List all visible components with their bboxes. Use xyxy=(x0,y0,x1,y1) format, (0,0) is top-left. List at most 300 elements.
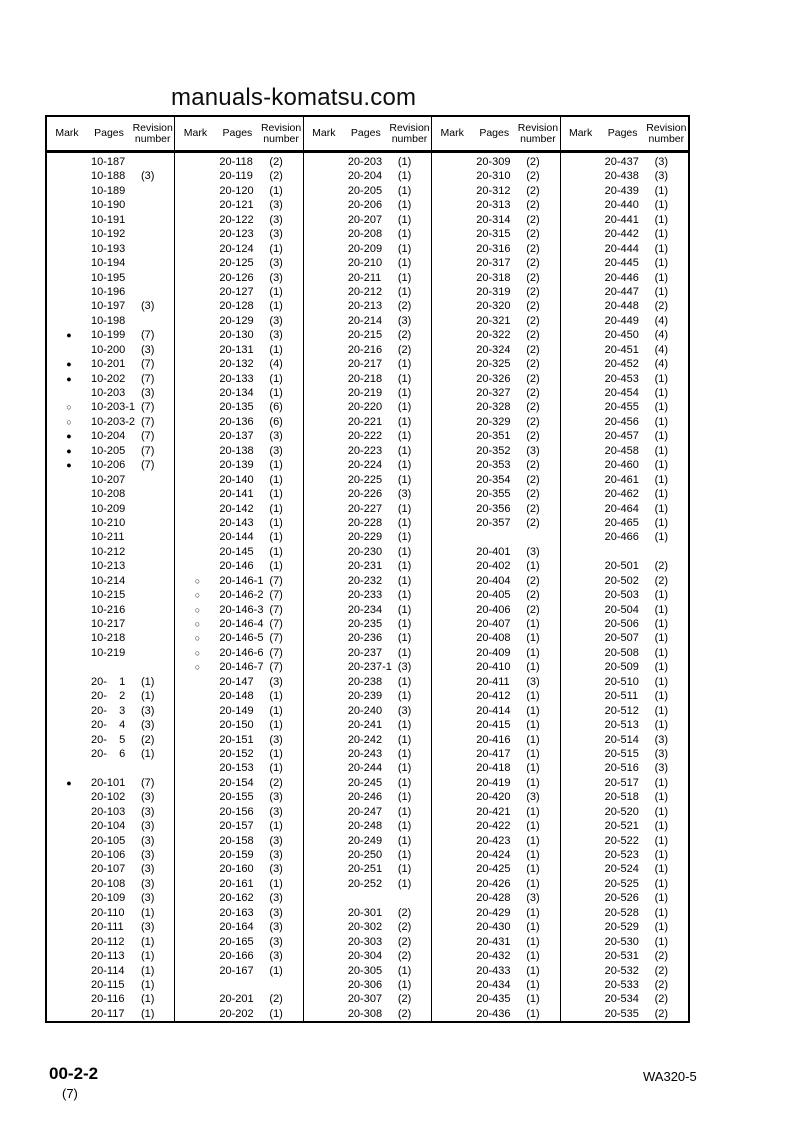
mark-cell xyxy=(47,646,91,660)
mark-cell xyxy=(175,834,219,848)
table-row xyxy=(47,530,174,544)
table-row xyxy=(47,574,174,588)
page-cell: 20-322 xyxy=(476,329,511,342)
page-cell: 20-439 xyxy=(604,184,639,197)
mark-cell xyxy=(47,790,91,804)
page-cell: 20-302 xyxy=(347,921,383,934)
table-row xyxy=(432,271,559,285)
table-row xyxy=(304,372,431,386)
page-cell xyxy=(91,761,141,775)
page-cell: 20-163 xyxy=(219,906,254,919)
mark-cell xyxy=(175,444,219,458)
page-cell: 20-402 xyxy=(476,560,511,573)
mark-cell xyxy=(304,386,348,400)
mark-cell xyxy=(432,992,476,1006)
table-row xyxy=(304,574,431,588)
table-row xyxy=(304,530,431,544)
page-cell: 20-356 xyxy=(476,502,511,515)
revision-cell: (1) xyxy=(526,820,540,833)
page-cell: 20-227 xyxy=(347,502,383,515)
mark-cell xyxy=(175,155,219,169)
revision-cell: (1) xyxy=(269,690,283,703)
revision-cell xyxy=(141,530,174,544)
revision-cell: (4) xyxy=(269,358,283,371)
mark-cell xyxy=(432,704,476,718)
revision-cell: (3) xyxy=(269,921,283,934)
revision-table xyxy=(45,115,690,1023)
page-cell: 20-425 xyxy=(476,863,511,876)
page-cell: 20-326 xyxy=(476,372,511,385)
revision-cell: (3) xyxy=(526,545,540,558)
page-cell: 20-410 xyxy=(476,661,511,674)
revision-cell: (1) xyxy=(654,516,669,529)
page-cell: 20-237 xyxy=(347,646,383,659)
page-cell: 20-352 xyxy=(476,444,511,457)
table-row xyxy=(561,891,688,905)
mark-cell xyxy=(175,386,219,400)
mark-cell xyxy=(175,906,219,920)
revision-cell: (1) xyxy=(654,646,669,659)
page-cell: 20-215 xyxy=(347,329,383,342)
page-cell: 10-196 xyxy=(91,285,126,298)
revision-cell: (1) xyxy=(269,300,283,313)
revision-cell: (2) xyxy=(526,329,540,342)
revision-cell: (1) xyxy=(397,834,412,847)
revision-cell: (3) xyxy=(141,343,155,356)
table-row xyxy=(47,155,174,169)
table-row xyxy=(175,516,302,530)
mark-cell xyxy=(561,761,605,775)
page-cell: 10-199 xyxy=(91,329,126,342)
mark-cell xyxy=(175,473,219,487)
revision-cell: (1) xyxy=(654,228,669,241)
page-cell: 20-503 xyxy=(604,589,639,602)
page-cell: 10-206 xyxy=(91,459,126,472)
revision-cell: (1) xyxy=(526,964,540,977)
table-row xyxy=(47,631,174,645)
mark-cell xyxy=(175,689,219,703)
mark-cell xyxy=(175,429,219,443)
page-cell: 20-166 xyxy=(219,950,254,963)
page-cell: 20-112 xyxy=(91,935,125,948)
table-row xyxy=(304,588,431,602)
mark-cell xyxy=(432,516,476,530)
mark-cell xyxy=(47,213,91,227)
mark-cell xyxy=(432,603,476,617)
page-cell: 20-146-4 xyxy=(219,618,264,630)
mark-cell xyxy=(304,574,348,588)
column-body xyxy=(175,153,302,1021)
revision-cell xyxy=(526,530,559,544)
page-cell: 20- 3 xyxy=(91,704,126,717)
mark-header: Mark xyxy=(568,127,593,139)
revision-cell: (1) xyxy=(397,863,412,876)
mark-cell xyxy=(561,343,605,357)
page-cell: 20-107 xyxy=(91,863,126,876)
mark-cell xyxy=(561,631,605,645)
mark-cell xyxy=(47,906,91,920)
table-row xyxy=(432,704,559,718)
revision-cell: (1) xyxy=(269,502,283,515)
table-row xyxy=(561,689,688,703)
revision-cell: (1) xyxy=(526,863,540,876)
revision-cell: (1) xyxy=(526,906,540,919)
revision-cell xyxy=(141,646,174,660)
mark-cell xyxy=(47,256,91,270)
revision-cell: (1) xyxy=(269,473,283,486)
mark-cell xyxy=(47,227,91,241)
table-row xyxy=(47,718,174,732)
table-row xyxy=(175,400,302,414)
revision-cell: (1) xyxy=(654,632,669,645)
revision-cell: (1) xyxy=(654,863,669,876)
mark-cell xyxy=(561,400,605,414)
table-row xyxy=(175,415,302,429)
page-cell: 20-325 xyxy=(476,358,511,371)
table-row xyxy=(561,805,688,819)
table-row xyxy=(175,733,302,747)
mark-cell xyxy=(175,357,219,371)
table-row xyxy=(175,545,302,559)
revision-cell: (1) xyxy=(269,877,283,890)
mark-cell xyxy=(561,155,605,169)
mark-cell xyxy=(561,964,605,978)
page-cell: 20-308 xyxy=(347,1007,383,1020)
revision-cell: (4) xyxy=(654,329,669,342)
page-cell: 20-421 xyxy=(476,805,511,818)
mark-cell xyxy=(304,761,348,775)
revision-cell: (3) xyxy=(269,950,283,963)
mark-cell xyxy=(561,357,605,371)
revision-cell: (1) xyxy=(397,747,412,760)
revision-cell: (1) xyxy=(654,401,669,414)
revision-cell: (4) xyxy=(654,343,669,356)
revision-cell: (1) xyxy=(397,791,412,804)
revision-cell: (1) xyxy=(526,560,540,573)
page-cell: 20-533 xyxy=(604,978,639,991)
mark-cell xyxy=(304,891,348,905)
revision-cell: (1) xyxy=(654,675,669,688)
page-cell: 20-214 xyxy=(347,314,383,327)
revision-cell: (1) xyxy=(654,776,669,789)
page-cell: 10-210 xyxy=(91,516,126,529)
table-row xyxy=(432,372,559,386)
revision-cell: (1) xyxy=(397,473,412,486)
revision-cell: (1) xyxy=(269,545,283,558)
page-cell: 20-516 xyxy=(604,762,639,775)
table-row xyxy=(304,545,431,559)
revision-cell: (1) xyxy=(397,978,412,991)
mark-cell xyxy=(561,588,605,602)
revision-cell: (3) xyxy=(141,805,155,818)
table-row xyxy=(175,761,302,775)
mark-cell xyxy=(561,458,605,472)
filled-circle-icon: ● xyxy=(66,330,72,341)
page-cell: 20-317 xyxy=(476,257,511,270)
table-row xyxy=(304,992,431,1006)
page-cell: 20-502 xyxy=(604,574,639,587)
mark-cell xyxy=(561,1007,605,1021)
revision-cell: (1) xyxy=(654,791,669,804)
revision-cell: (1) xyxy=(141,1007,155,1020)
revision-cell: (1) xyxy=(526,646,540,659)
table-row xyxy=(47,314,174,328)
revision-cell: (2) xyxy=(526,589,540,602)
revision-cell: (2) xyxy=(397,1007,412,1020)
revision-cell xyxy=(141,155,174,169)
mark-cell xyxy=(47,718,91,732)
mark-cell xyxy=(304,689,348,703)
table-row xyxy=(175,660,302,674)
page-cell: 10-211 xyxy=(91,531,125,544)
page-cell: 10-215 xyxy=(91,589,126,602)
page-cell: 20-327 xyxy=(476,387,511,399)
page-cell: 10-219 xyxy=(91,646,126,659)
revision-cell: (3) xyxy=(269,675,283,688)
revision-cell: (1) xyxy=(526,618,540,630)
table-row xyxy=(561,169,688,183)
page-cell: 10-209 xyxy=(91,502,126,515)
page-cell: 20-313 xyxy=(476,199,511,212)
revision-cell: (3) xyxy=(269,935,283,948)
page-cell: 20-321 xyxy=(476,314,511,327)
revision-cell: (3) xyxy=(141,300,155,313)
mark-cell xyxy=(304,299,348,313)
mark-cell xyxy=(175,198,219,212)
table-row xyxy=(175,285,302,299)
pages-header: Pages xyxy=(350,127,381,139)
table-row xyxy=(175,906,302,920)
table-row xyxy=(304,198,431,212)
page-cell: 20-518 xyxy=(604,791,639,804)
page-cell: 20-305 xyxy=(347,964,383,977)
revision-cell xyxy=(141,227,174,241)
table-row xyxy=(432,1007,559,1021)
mark-cell xyxy=(175,213,219,227)
page-cell: 20-444 xyxy=(604,242,639,255)
table-row xyxy=(175,1007,302,1021)
mark-cell xyxy=(304,834,348,848)
table-row xyxy=(432,429,559,443)
mark-cell xyxy=(561,906,605,920)
table-row xyxy=(175,935,302,949)
page-cell: 20-457 xyxy=(604,430,639,443)
table-row xyxy=(561,603,688,617)
mark-cell xyxy=(47,675,91,689)
page-cell: 20-149 xyxy=(219,704,254,717)
page-cell: 20-110 xyxy=(91,906,125,919)
table-row xyxy=(561,227,688,241)
revision-cell: (1) xyxy=(654,271,669,284)
table-row xyxy=(47,299,174,313)
page-cell: 20-450 xyxy=(604,329,639,342)
revision-cell: (1) xyxy=(397,156,412,168)
revision-cell: (2) xyxy=(654,993,669,1006)
revision-cell: (3) xyxy=(141,892,155,905)
revision-cell: (2) xyxy=(397,906,412,919)
table-row xyxy=(175,718,302,732)
table-row xyxy=(304,776,431,790)
revision-cell: (3) xyxy=(397,704,412,717)
page-cell: 20-133 xyxy=(219,372,254,385)
page-cell: 20-161 xyxy=(219,877,254,890)
revision-cell: (1) xyxy=(269,747,283,760)
revision-cell: (3) xyxy=(654,170,669,183)
table-row xyxy=(561,848,688,862)
page-cell: 20-127 xyxy=(219,285,254,298)
page-cell: 20-452 xyxy=(604,358,639,371)
mark-cell xyxy=(432,415,476,429)
mark-cell xyxy=(304,1007,348,1021)
page-cell: 20-232 xyxy=(347,574,383,587)
mark-cell xyxy=(47,487,91,501)
page-cell: 20-103 xyxy=(91,805,126,818)
table-column-group xyxy=(304,117,432,1021)
revision-cell: (1) xyxy=(654,921,669,934)
revision-cell: (1) xyxy=(654,603,669,616)
page-cell: 20-466 xyxy=(604,531,639,544)
table-row xyxy=(47,285,174,299)
revision-cell: (2) xyxy=(526,502,540,515)
table-row xyxy=(561,386,688,400)
mark-cell xyxy=(304,790,348,804)
page-cell: 20-104 xyxy=(91,820,126,833)
revision-cell: (1) xyxy=(397,415,412,428)
table-row xyxy=(304,675,431,689)
mark-cell xyxy=(432,227,476,241)
table-row xyxy=(432,530,559,544)
mark-cell xyxy=(304,487,348,501)
table-row xyxy=(304,848,431,862)
page-cell: 20-401 xyxy=(476,545,511,558)
revision-cell: (1) xyxy=(269,488,283,501)
table-row xyxy=(175,155,302,169)
table-row xyxy=(304,646,431,660)
table-row xyxy=(304,631,431,645)
revision-cell: (1) xyxy=(654,199,669,212)
mark-cell xyxy=(304,747,348,761)
revision-cell: (1) xyxy=(654,704,669,717)
page-cell: 20-205 xyxy=(347,184,383,197)
table-row xyxy=(432,169,559,183)
mark-cell xyxy=(304,603,348,617)
table-row xyxy=(47,343,174,357)
page-cell: 20-152 xyxy=(219,747,254,760)
revision-cell: (2) xyxy=(397,921,412,934)
table-row xyxy=(175,964,302,978)
revision-cell: (2) xyxy=(397,950,412,963)
page-cell: 20-119 xyxy=(219,170,253,183)
table-row xyxy=(561,631,688,645)
mark-cell xyxy=(47,386,91,400)
table-row xyxy=(304,473,431,487)
model-code: WA320-5 xyxy=(643,1069,697,1084)
table-row xyxy=(432,328,559,342)
page-cell: 20-139 xyxy=(219,459,254,472)
revision-cell: (2) xyxy=(526,372,540,385)
open-circle-icon: ○ xyxy=(194,619,201,629)
page-cell: 20-219 xyxy=(347,387,383,399)
revision-cell: (3) xyxy=(141,921,155,934)
revision-cell: (1) xyxy=(397,877,412,890)
table-row xyxy=(432,646,559,660)
page-cell: 20-464 xyxy=(604,502,639,515)
revision-cell: (1) xyxy=(397,603,412,616)
revision-cell: (3) xyxy=(269,314,283,327)
page-cell: 20-449 xyxy=(604,314,639,327)
table-row xyxy=(561,502,688,516)
open-circle-icon: ○ xyxy=(194,662,201,673)
revision-header: Revision number xyxy=(646,121,687,145)
page-cell xyxy=(476,530,526,544)
table-row xyxy=(47,357,174,371)
table-row xyxy=(432,776,559,790)
mark-header: Mark xyxy=(440,127,464,139)
table-row xyxy=(47,819,174,833)
revision-cell: (1) xyxy=(526,719,540,732)
table-row xyxy=(47,502,174,516)
table-row xyxy=(561,733,688,747)
table-row xyxy=(561,588,688,602)
table-row xyxy=(432,502,559,516)
table-row xyxy=(47,458,174,472)
page-cell: 20-158 xyxy=(219,834,254,847)
mark-cell xyxy=(561,487,605,501)
mark-cell xyxy=(561,891,605,905)
page-cell: 20-351 xyxy=(476,430,511,443)
revision-cell: (3) xyxy=(526,675,540,688)
table-row xyxy=(432,819,559,833)
mark-cell xyxy=(561,574,605,588)
table-row xyxy=(47,992,174,1006)
revision-cell: (1) xyxy=(397,444,412,457)
mark-cell xyxy=(304,718,348,732)
table-row xyxy=(432,617,559,631)
table-row xyxy=(304,718,431,732)
table-row xyxy=(304,906,431,920)
revision-cell: (1) xyxy=(654,805,669,818)
page-cell: 20-147 xyxy=(219,675,254,688)
page-cell: 20-228 xyxy=(347,516,383,529)
mark-cell xyxy=(304,877,348,891)
table-row xyxy=(47,660,174,674)
table-row xyxy=(175,877,302,891)
table-row xyxy=(47,978,174,992)
revision-header: Revision number xyxy=(389,121,430,145)
revision-cell: (1) xyxy=(269,459,283,472)
open-circle-icon: ○ xyxy=(194,604,201,615)
mark-cell xyxy=(561,675,605,689)
table-row xyxy=(432,256,559,270)
table-row xyxy=(304,978,431,992)
table-row xyxy=(561,718,688,732)
mark-cell xyxy=(432,559,476,573)
table-row xyxy=(175,242,302,256)
revision-cell: (3) xyxy=(269,805,283,818)
page-cell: 20- 4 xyxy=(91,719,126,732)
filled-circle-icon: ● xyxy=(66,460,72,471)
table-row xyxy=(304,891,431,905)
table-row xyxy=(432,834,559,848)
revision-cell: (2) xyxy=(397,343,412,356)
revision-cell: (2) xyxy=(654,560,669,573)
table-row xyxy=(561,617,688,631)
mark-cell xyxy=(47,198,91,212)
mark-cell xyxy=(47,689,91,703)
table-row xyxy=(304,516,431,530)
table-row xyxy=(561,834,688,848)
revision-cell: (1) xyxy=(654,661,669,674)
